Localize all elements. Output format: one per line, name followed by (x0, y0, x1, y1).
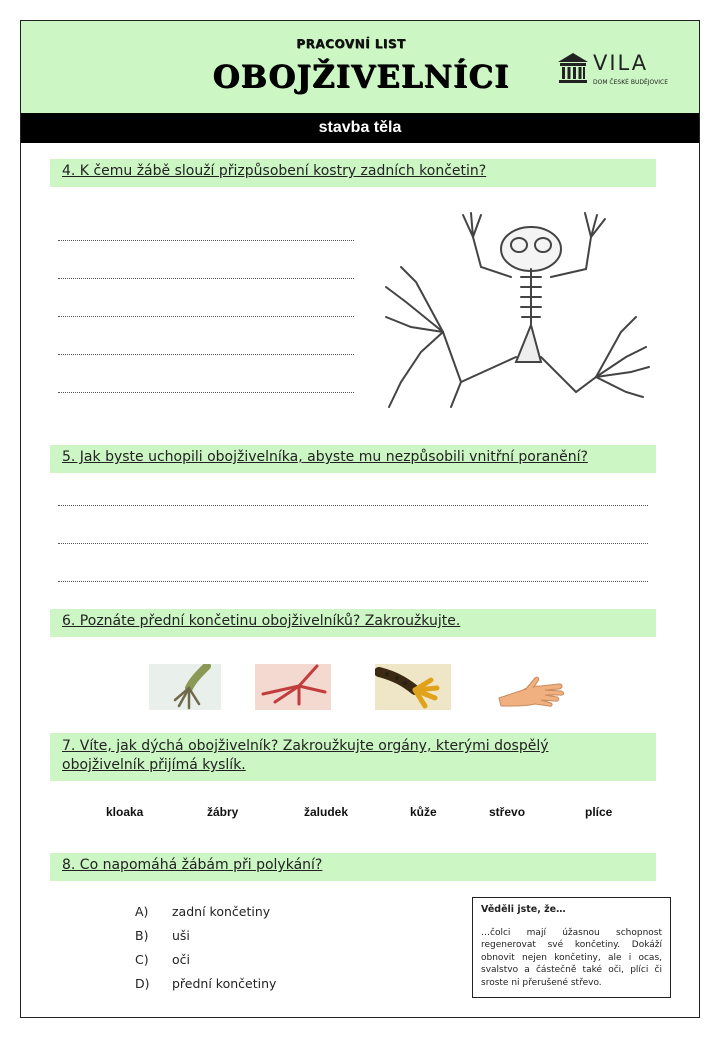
question-5 (50, 445, 656, 473)
question-5-text: 5. Jak byste uchopili obojživelníka, abyste mu nezpůsobili vnitřní poranění? (62, 449, 588, 465)
salamander-foot-icon[interactable] (149, 664, 221, 710)
logo-subtitle: DOM ČESKÉ BUDĚJOVICE (593, 79, 669, 86)
logo-word: VILA (593, 51, 649, 75)
answer-line[interactable] (58, 581, 648, 582)
answer-line[interactable] (58, 505, 648, 506)
answer-line[interactable] (58, 354, 354, 355)
organ-option[interactable]: střevo (489, 805, 526, 819)
fact-box (472, 897, 671, 998)
question-8-text: 8. Co napomáhá žábám při polykání? (62, 857, 323, 873)
bird-foot-icon[interactable] (255, 664, 331, 710)
organ-option[interactable]: plíce (585, 805, 613, 819)
organ-option[interactable]: kůže (410, 805, 437, 819)
answer-line[interactable] (58, 316, 354, 317)
option-text: oči (172, 952, 190, 967)
option-letter: B) (135, 928, 149, 943)
lizard-foot-icon[interactable] (375, 664, 451, 710)
page-title: OBOJŽIVELNÍCI (212, 59, 510, 95)
organ-option[interactable]: žábry (207, 805, 239, 819)
answer-line[interactable] (58, 278, 354, 279)
question-6-text: 6. Poznáte přední končetinu obojživelníků? Zakroužkujte. (62, 613, 461, 629)
worksheet-label: PRACOVNÍ LIST (296, 37, 406, 51)
human-hand-icon[interactable] (495, 664, 567, 710)
worksheet (20, 20, 700, 1018)
vila-logo (557, 51, 667, 87)
frog-skeleton-icon (381, 207, 651, 419)
option-text: přední končetiny (172, 976, 277, 991)
option-letter: A) (135, 904, 149, 919)
option-text: zadní končetiny (172, 904, 271, 919)
organ-option[interactable]: kloaka (106, 805, 144, 819)
question-6 (50, 609, 656, 637)
question-8 (50, 853, 656, 881)
fact-title: Věděli jste, že… (481, 904, 566, 915)
option-letter: C) (135, 952, 149, 967)
option-letter: D) (135, 976, 150, 991)
question-7 (50, 733, 656, 781)
answer-line[interactable] (58, 240, 354, 241)
question-7-text-line1: 7. Víte, jak dýchá obojživelník? Zakroužkujte orgány, kterými dospělý (62, 738, 549, 754)
question-7-text-line2: obojživelník přijímá kyslík. (62, 757, 246, 773)
fact-text: …čolci mají úžasnou schopnost regenerovat své končetiny. Dokáží obnovit nejen končetiny, ale i ocas, svalstvo a částečně také oči, plíci či srostе ni přerušené střevo. (481, 927, 662, 988)
answer-line[interactable] (58, 392, 354, 393)
answer-line[interactable] (58, 543, 648, 544)
section-title: stavba těla (21, 113, 699, 143)
question-4-text: 4. K čemu žábě slouží přizpůsobení kostry zadních končetin? (62, 163, 487, 179)
organ-option[interactable]: žaludek (304, 805, 349, 819)
option-text: uši (172, 928, 190, 943)
header (21, 21, 699, 113)
question-4 (50, 159, 656, 187)
building-icon (557, 51, 589, 85)
organ-list (21, 805, 699, 825)
